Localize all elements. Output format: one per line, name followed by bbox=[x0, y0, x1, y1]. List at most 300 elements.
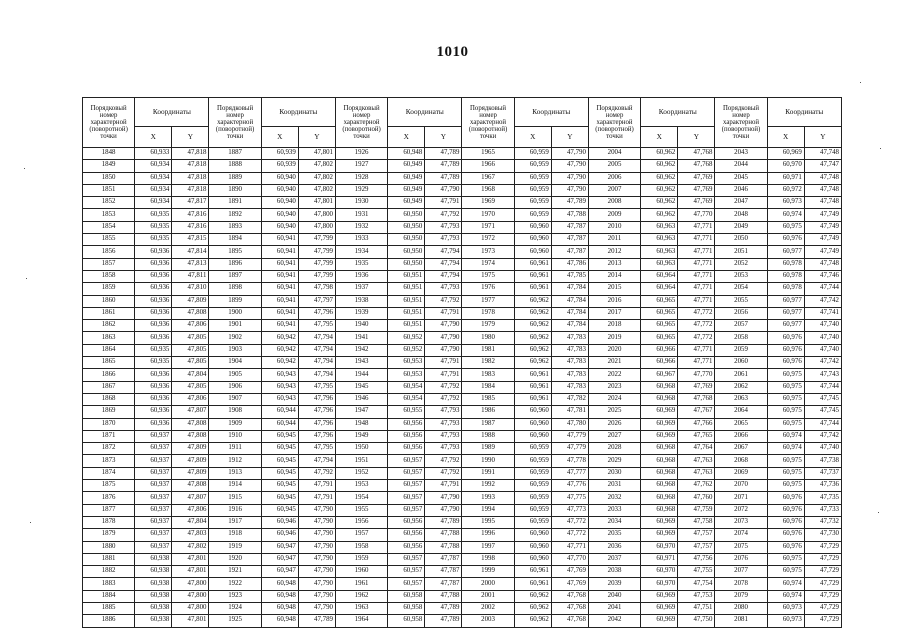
point-number: 2021 bbox=[588, 357, 640, 369]
y-value: 47,742 bbox=[804, 295, 841, 307]
point-number: 1987 bbox=[462, 418, 514, 430]
x-value: 60,975 bbox=[767, 455, 804, 467]
y-value: 47,790 bbox=[298, 529, 335, 541]
point-number: 1970 bbox=[462, 209, 514, 221]
x-value: 60,963 bbox=[641, 246, 678, 258]
x-value: 60,954 bbox=[388, 381, 425, 393]
y-value: 47,771 bbox=[678, 357, 715, 369]
point-number: 1991 bbox=[462, 467, 514, 479]
point-number: 1972 bbox=[462, 234, 514, 246]
point-number: 2062 bbox=[715, 381, 767, 393]
point-number: 2036 bbox=[588, 541, 640, 553]
x-value: 60,936 bbox=[135, 246, 172, 258]
x-value: 60,970 bbox=[641, 541, 678, 553]
y-value: 47,800 bbox=[298, 209, 335, 221]
point-number: 1916 bbox=[209, 504, 261, 516]
x-value: 60,969 bbox=[641, 406, 678, 418]
x-value: 60,957 bbox=[388, 492, 425, 504]
point-number: 1956 bbox=[335, 516, 387, 528]
point-number: 2024 bbox=[588, 393, 640, 405]
point-number: 2007 bbox=[588, 184, 640, 196]
x-value: 60,963 bbox=[641, 234, 678, 246]
y-value: 47,802 bbox=[298, 160, 335, 172]
y-value: 47,783 bbox=[551, 369, 588, 381]
x-value: 60,976 bbox=[767, 504, 804, 516]
y-value: 47,777 bbox=[551, 467, 588, 479]
x-value: 60,946 bbox=[261, 516, 298, 528]
y-value: 47,788 bbox=[425, 541, 462, 553]
y-value: 47,789 bbox=[425, 148, 462, 160]
y-value: 47,805 bbox=[172, 344, 209, 356]
y-value: 47,790 bbox=[298, 590, 335, 602]
x-value: 60,936 bbox=[135, 258, 172, 270]
x-value: 60,956 bbox=[388, 541, 425, 553]
x-value: 60,940 bbox=[261, 184, 298, 196]
point-number: 1887 bbox=[209, 148, 261, 160]
x-value: 60,960 bbox=[514, 246, 551, 258]
y-value: 47,776 bbox=[551, 480, 588, 492]
x-value: 60,947 bbox=[261, 541, 298, 553]
point-number: 1973 bbox=[462, 246, 514, 258]
x-value: 60,975 bbox=[767, 221, 804, 233]
x-value: 60,962 bbox=[641, 172, 678, 184]
y-value: 47,789 bbox=[425, 160, 462, 172]
x-value: 60,949 bbox=[388, 172, 425, 184]
point-number: 1922 bbox=[209, 578, 261, 590]
y-value: 47,770 bbox=[551, 553, 588, 565]
y-value: 47,729 bbox=[804, 566, 841, 578]
table-header bbox=[83, 98, 842, 148]
x-value: 60,965 bbox=[641, 295, 678, 307]
y-value: 47,749 bbox=[804, 234, 841, 246]
y-value: 47,768 bbox=[551, 615, 588, 627]
x-value: 60,968 bbox=[641, 504, 678, 516]
point-number: 1982 bbox=[462, 357, 514, 369]
table-row bbox=[83, 516, 842, 528]
x-value: 60,960 bbox=[514, 553, 551, 565]
table-body bbox=[83, 148, 842, 628]
table-row bbox=[83, 160, 842, 172]
x-value: 60,969 bbox=[641, 516, 678, 528]
point-number: 1891 bbox=[209, 197, 261, 209]
x-value: 60,941 bbox=[261, 320, 298, 332]
y-value: 47,753 bbox=[678, 590, 715, 602]
x-value: 60,936 bbox=[135, 307, 172, 319]
y-value: 47,796 bbox=[298, 430, 335, 442]
y-value: 47,748 bbox=[804, 148, 841, 160]
point-number: 1997 bbox=[462, 541, 514, 553]
point-number: 1942 bbox=[335, 344, 387, 356]
y-value: 47,788 bbox=[425, 590, 462, 602]
x-value: 60,957 bbox=[388, 480, 425, 492]
x-value: 60,974 bbox=[767, 578, 804, 590]
x-value: 60,957 bbox=[388, 566, 425, 578]
y-value: 47,790 bbox=[425, 332, 462, 344]
point-number: 2077 bbox=[715, 566, 767, 578]
y-value: 47,796 bbox=[298, 393, 335, 405]
x-value: 60,937 bbox=[135, 529, 172, 541]
x-value: 60,949 bbox=[388, 160, 425, 172]
x-value: 60,944 bbox=[261, 418, 298, 430]
point-number: 1925 bbox=[209, 615, 261, 627]
x-value: 60,976 bbox=[767, 332, 804, 344]
y-value: 47,740 bbox=[804, 443, 841, 455]
point-number: 2079 bbox=[715, 590, 767, 602]
y-value: 47,771 bbox=[678, 246, 715, 258]
y-value: 47,791 bbox=[425, 480, 462, 492]
x-value: 60,976 bbox=[767, 492, 804, 504]
x-value: 60,974 bbox=[767, 430, 804, 442]
y-value: 47,800 bbox=[298, 221, 335, 233]
y-value: 47,768 bbox=[678, 393, 715, 405]
y-value: 47,767 bbox=[678, 406, 715, 418]
y-value: 47,801 bbox=[298, 148, 335, 160]
y-value: 47,816 bbox=[172, 221, 209, 233]
x-value: 60,959 bbox=[514, 467, 551, 479]
x-value: 60,960 bbox=[514, 221, 551, 233]
x-value: 60,958 bbox=[388, 615, 425, 627]
point-number: 2013 bbox=[588, 258, 640, 270]
y-value: 47,783 bbox=[551, 332, 588, 344]
y-value: 47,773 bbox=[551, 504, 588, 516]
y-value: 47,758 bbox=[678, 516, 715, 528]
y-value: 47,750 bbox=[678, 615, 715, 627]
y-value: 47,792 bbox=[298, 467, 335, 479]
y-value: 47,748 bbox=[804, 258, 841, 270]
point-number: 1995 bbox=[462, 516, 514, 528]
y-value: 47,793 bbox=[425, 406, 462, 418]
x-value: 60,941 bbox=[261, 283, 298, 295]
y-value: 47,816 bbox=[172, 209, 209, 221]
x-value: 60,961 bbox=[514, 566, 551, 578]
y-value: 47,779 bbox=[551, 443, 588, 455]
point-number: 2071 bbox=[715, 492, 767, 504]
y-value: 47,729 bbox=[804, 602, 841, 614]
point-number: 1895 bbox=[209, 246, 261, 258]
y-value: 47,744 bbox=[804, 283, 841, 295]
point-number: 1975 bbox=[462, 270, 514, 282]
point-number: 1947 bbox=[335, 406, 387, 418]
point-number: 1952 bbox=[335, 467, 387, 479]
point-number: 1886 bbox=[83, 615, 135, 627]
y-value: 47,768 bbox=[551, 590, 588, 602]
point-number: 2058 bbox=[715, 332, 767, 344]
y-value: 47,800 bbox=[172, 602, 209, 614]
y-value: 47,788 bbox=[425, 529, 462, 541]
x-value: 60,961 bbox=[514, 369, 551, 381]
x-value: 60,937 bbox=[135, 516, 172, 528]
x-value: 60,959 bbox=[514, 443, 551, 455]
x-value: 60,959 bbox=[514, 492, 551, 504]
point-number: 1881 bbox=[83, 553, 135, 565]
y-value: 47,805 bbox=[172, 381, 209, 393]
y-value: 47,800 bbox=[172, 590, 209, 602]
y-value: 47,806 bbox=[172, 320, 209, 332]
point-number: 1879 bbox=[83, 529, 135, 541]
y-value: 47,742 bbox=[804, 357, 841, 369]
x-value: 60,937 bbox=[135, 467, 172, 479]
y-value: 47,809 bbox=[172, 443, 209, 455]
x-value: 60,964 bbox=[641, 270, 678, 282]
y-value: 47,791 bbox=[425, 307, 462, 319]
point-number: 2012 bbox=[588, 246, 640, 258]
y-value: 47,756 bbox=[678, 553, 715, 565]
header-point-number: Порядковый номер характерной (поворотной) точки bbox=[209, 98, 261, 148]
x-value: 60,950 bbox=[388, 234, 425, 246]
point-number: 2008 bbox=[588, 197, 640, 209]
x-value: 60,948 bbox=[261, 578, 298, 590]
y-value: 47,798 bbox=[298, 283, 335, 295]
table-row bbox=[83, 234, 842, 246]
table-row bbox=[83, 148, 842, 160]
x-value: 60,940 bbox=[261, 221, 298, 233]
y-value: 47,789 bbox=[551, 197, 588, 209]
y-value: 47,794 bbox=[425, 270, 462, 282]
y-value: 47,790 bbox=[298, 553, 335, 565]
table-row bbox=[83, 283, 842, 295]
y-value: 47,802 bbox=[298, 184, 335, 196]
header-coordinates: Координаты bbox=[261, 98, 335, 127]
y-value: 47,765 bbox=[678, 430, 715, 442]
point-number: 1944 bbox=[335, 369, 387, 381]
point-number: 1928 bbox=[335, 172, 387, 184]
y-value: 47,779 bbox=[551, 430, 588, 442]
point-number: 2025 bbox=[588, 406, 640, 418]
y-value: 47,787 bbox=[425, 566, 462, 578]
y-value: 47,757 bbox=[678, 541, 715, 553]
x-value: 60,965 bbox=[641, 307, 678, 319]
x-value: 60,967 bbox=[641, 369, 678, 381]
y-value: 47,818 bbox=[172, 160, 209, 172]
x-value: 60,960 bbox=[514, 529, 551, 541]
header-point-number: Порядковый номер характерной (поворотной) точки bbox=[715, 98, 767, 148]
x-value: 60,941 bbox=[261, 295, 298, 307]
x-value: 60,976 bbox=[767, 529, 804, 541]
table-row bbox=[83, 172, 842, 184]
y-value: 47,771 bbox=[678, 283, 715, 295]
point-number: 1897 bbox=[209, 270, 261, 282]
x-value: 60,945 bbox=[261, 492, 298, 504]
y-value: 47,754 bbox=[678, 578, 715, 590]
point-number: 1948 bbox=[335, 418, 387, 430]
point-number: 1899 bbox=[209, 295, 261, 307]
table-row bbox=[83, 393, 842, 405]
point-number: 2072 bbox=[715, 504, 767, 516]
x-value: 60,949 bbox=[388, 184, 425, 196]
y-value: 47,749 bbox=[804, 246, 841, 258]
x-value: 60,957 bbox=[388, 467, 425, 479]
scan-speck bbox=[24, 168, 25, 169]
point-number: 1875 bbox=[83, 480, 135, 492]
x-value: 60,938 bbox=[135, 578, 172, 590]
x-value: 60,937 bbox=[135, 480, 172, 492]
y-value: 47,748 bbox=[804, 184, 841, 196]
x-value: 60,958 bbox=[388, 590, 425, 602]
table-row bbox=[83, 332, 842, 344]
y-value: 47,809 bbox=[172, 295, 209, 307]
x-value: 60,950 bbox=[388, 246, 425, 258]
point-number: 1903 bbox=[209, 344, 261, 356]
point-number: 2048 bbox=[715, 209, 767, 221]
point-number: 1974 bbox=[462, 258, 514, 270]
x-value: 60,962 bbox=[514, 357, 551, 369]
x-value: 60,938 bbox=[135, 553, 172, 565]
point-number: 1994 bbox=[462, 504, 514, 516]
x-value: 60,956 bbox=[388, 430, 425, 442]
point-number: 2028 bbox=[588, 443, 640, 455]
x-value: 60,936 bbox=[135, 320, 172, 332]
x-value: 60,942 bbox=[261, 332, 298, 344]
y-value: 47,771 bbox=[551, 541, 588, 553]
x-value: 60,959 bbox=[514, 160, 551, 172]
x-value: 60,962 bbox=[641, 148, 678, 160]
y-value: 47,764 bbox=[678, 443, 715, 455]
point-number: 1967 bbox=[462, 172, 514, 184]
y-value: 47,793 bbox=[425, 283, 462, 295]
y-value: 47,789 bbox=[425, 615, 462, 627]
point-number: 1901 bbox=[209, 320, 261, 332]
point-number: 1993 bbox=[462, 492, 514, 504]
y-value: 47,729 bbox=[804, 541, 841, 553]
y-value: 47,789 bbox=[425, 516, 462, 528]
y-value: 47,787 bbox=[551, 246, 588, 258]
x-value: 60,970 bbox=[641, 566, 678, 578]
point-number: 1941 bbox=[335, 332, 387, 344]
point-number: 2023 bbox=[588, 381, 640, 393]
x-value: 60,962 bbox=[514, 295, 551, 307]
y-value: 47,783 bbox=[551, 381, 588, 393]
y-value: 47,808 bbox=[172, 307, 209, 319]
x-value: 60,954 bbox=[388, 393, 425, 405]
point-number: 1883 bbox=[83, 578, 135, 590]
y-value: 47,748 bbox=[804, 197, 841, 209]
x-value: 60,961 bbox=[514, 393, 551, 405]
x-value: 60,956 bbox=[388, 516, 425, 528]
header-coordinates: Координаты bbox=[514, 98, 588, 127]
y-value: 47,807 bbox=[172, 406, 209, 418]
x-value: 60,959 bbox=[514, 172, 551, 184]
table-row bbox=[83, 504, 842, 516]
y-value: 47,795 bbox=[298, 443, 335, 455]
point-number: 1853 bbox=[83, 209, 135, 221]
y-value: 47,799 bbox=[298, 258, 335, 270]
header-y: Y bbox=[172, 127, 209, 148]
point-number: 2032 bbox=[588, 492, 640, 504]
x-value: 60,970 bbox=[641, 578, 678, 590]
x-value: 60,936 bbox=[135, 418, 172, 430]
point-number: 1979 bbox=[462, 320, 514, 332]
point-number: 1880 bbox=[83, 541, 135, 553]
point-number: 2066 bbox=[715, 430, 767, 442]
x-value: 60,966 bbox=[641, 344, 678, 356]
x-value: 60,961 bbox=[514, 258, 551, 270]
x-value: 60,958 bbox=[388, 602, 425, 614]
x-value: 60,963 bbox=[641, 258, 678, 270]
y-value: 47,809 bbox=[172, 467, 209, 479]
y-value: 47,780 bbox=[551, 418, 588, 430]
point-number: 1945 bbox=[335, 381, 387, 393]
y-value: 47,792 bbox=[425, 209, 462, 221]
y-value: 47,790 bbox=[298, 602, 335, 614]
point-number: 1984 bbox=[462, 381, 514, 393]
table-row bbox=[83, 246, 842, 258]
header-coordinates: Координаты bbox=[388, 98, 462, 127]
y-value: 47,768 bbox=[678, 148, 715, 160]
y-value: 47,729 bbox=[804, 615, 841, 627]
table-row bbox=[83, 443, 842, 455]
y-value: 47,762 bbox=[678, 480, 715, 492]
y-value: 47,791 bbox=[298, 480, 335, 492]
x-value: 60,968 bbox=[641, 455, 678, 467]
y-value: 47,749 bbox=[804, 221, 841, 233]
point-number: 2065 bbox=[715, 418, 767, 430]
point-number: 1998 bbox=[462, 553, 514, 565]
x-value: 60,937 bbox=[135, 443, 172, 455]
y-value: 47,740 bbox=[804, 320, 841, 332]
x-value: 60,962 bbox=[641, 160, 678, 172]
y-value: 47,746 bbox=[804, 270, 841, 282]
y-value: 47,817 bbox=[172, 197, 209, 209]
y-value: 47,771 bbox=[678, 234, 715, 246]
point-number: 2029 bbox=[588, 455, 640, 467]
table-row bbox=[83, 221, 842, 233]
y-value: 47,784 bbox=[551, 295, 588, 307]
point-number: 2068 bbox=[715, 455, 767, 467]
x-value: 60,973 bbox=[767, 602, 804, 614]
x-value: 60,957 bbox=[388, 455, 425, 467]
y-value: 47,735 bbox=[804, 492, 841, 504]
x-value: 60,962 bbox=[514, 307, 551, 319]
point-number: 1989 bbox=[462, 443, 514, 455]
table-row bbox=[83, 430, 842, 442]
y-value: 47,772 bbox=[678, 320, 715, 332]
point-number: 1855 bbox=[83, 234, 135, 246]
point-number: 2006 bbox=[588, 172, 640, 184]
point-number: 1926 bbox=[335, 148, 387, 160]
x-value: 60,948 bbox=[388, 148, 425, 160]
y-value: 47,784 bbox=[551, 307, 588, 319]
header-y: Y bbox=[298, 127, 335, 148]
table-row bbox=[83, 381, 842, 393]
x-value: 60,936 bbox=[135, 406, 172, 418]
x-value: 60,935 bbox=[135, 234, 172, 246]
x-value: 60,936 bbox=[135, 369, 172, 381]
point-number: 1848 bbox=[83, 148, 135, 160]
y-value: 47,802 bbox=[172, 541, 209, 553]
point-number: 1990 bbox=[462, 455, 514, 467]
point-number: 2014 bbox=[588, 270, 640, 282]
point-number: 1937 bbox=[335, 283, 387, 295]
point-number: 2002 bbox=[462, 602, 514, 614]
x-value: 60,935 bbox=[135, 357, 172, 369]
point-number: 1920 bbox=[209, 553, 261, 565]
table-row bbox=[83, 467, 842, 479]
x-value: 60,968 bbox=[641, 393, 678, 405]
point-number: 1968 bbox=[462, 184, 514, 196]
table-row bbox=[83, 270, 842, 282]
x-value: 60,935 bbox=[135, 209, 172, 221]
y-value: 47,772 bbox=[551, 529, 588, 541]
y-value: 47,794 bbox=[298, 344, 335, 356]
x-value: 60,969 bbox=[641, 529, 678, 541]
table-row bbox=[83, 369, 842, 381]
table-row bbox=[83, 295, 842, 307]
x-value: 60,938 bbox=[135, 602, 172, 614]
x-value: 60,971 bbox=[641, 553, 678, 565]
y-value: 47,818 bbox=[172, 148, 209, 160]
y-value: 47,813 bbox=[172, 258, 209, 270]
x-value: 60,949 bbox=[388, 197, 425, 209]
